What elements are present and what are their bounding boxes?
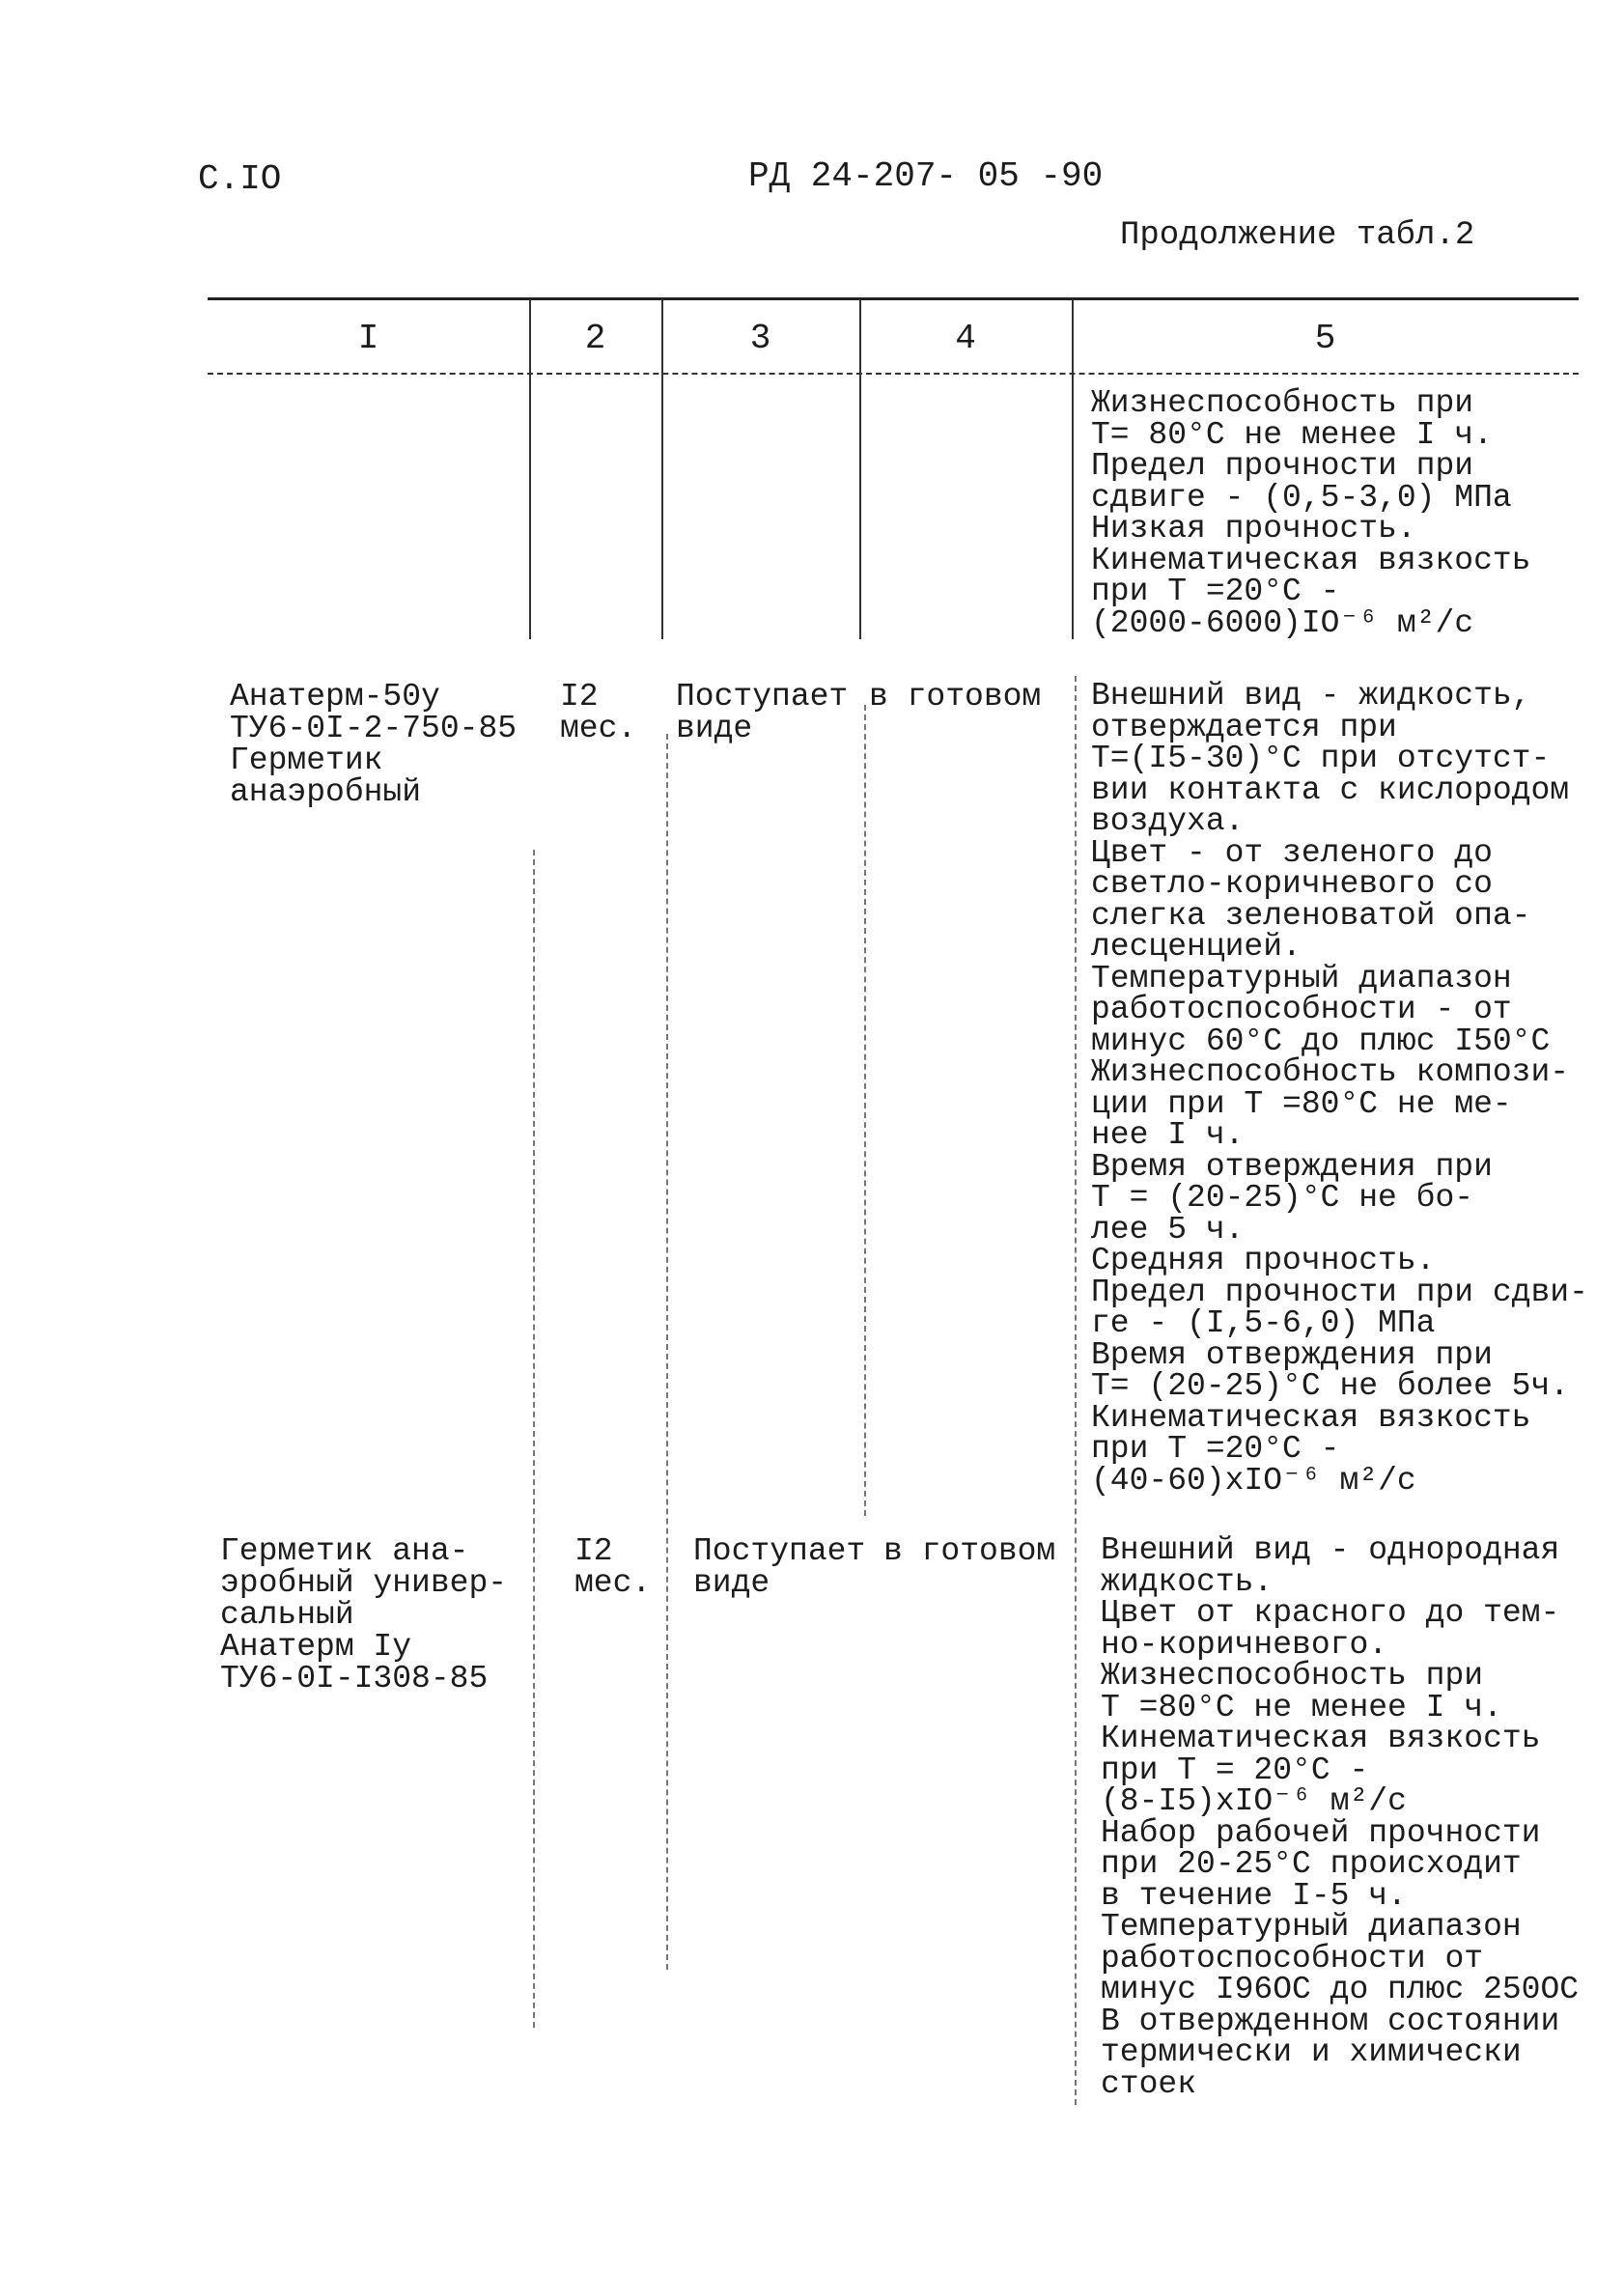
- row-2-material-name: Анатерм-50у ТУ6-0I-2-750-85 Герметик анаэробный: [230, 679, 518, 810]
- row-3-material-name: Герметик ана- эробный универ- сальный Анатерм Iу ТУ6-0I-I308-85: [220, 1533, 508, 1696]
- row-1-properties: Жизнеспособность при Т= 80°С не менее I ч. Предел прочности при сдвиге - (0,5-3,0) МПа Низкая прочность. Кинематическая вязкость при Т =20°С - (2000-6000)IO⁻⁶ м²/с: [1091, 385, 1531, 641]
- row-3-supply-form-cont: в готовом: [883, 1533, 1056, 1569]
- table-continuation-label: Продолжение табл.2: [1120, 217, 1475, 254]
- column-divider-3-dashed: [864, 705, 866, 1516]
- row-2-supply-form-cont: в готовом: [869, 679, 1042, 715]
- column-divider-2-dashed: [666, 734, 668, 1970]
- column-header-3: 3: [749, 319, 771, 358]
- column-header-1: I: [357, 319, 379, 358]
- column-divider-4-dashed: [1075, 676, 1077, 2105]
- row-2-supply-form: Поступает виде: [676, 679, 849, 746]
- table-header-rule: [208, 373, 1579, 375]
- column-header-5: 5: [1314, 319, 1336, 358]
- column-header-2: 2: [584, 319, 606, 358]
- row-2-storage-period: I2 мес.: [560, 679, 637, 746]
- document-code: РД 24-207- 05 -90: [748, 156, 1104, 196]
- row-3-supply-form: Поступает виде: [693, 1533, 866, 1601]
- page-number: С.IO: [198, 159, 282, 199]
- row-3-storage-period: I2 мес.: [574, 1533, 652, 1601]
- table-top-rule: [208, 297, 1579, 300]
- row-2-properties: Внешний вид - жидкость, отверждается при Т=(I5-30)°С при отсутст- вии контакта с кислородом воздуха. Цвет - от зеленого до светло-коричневого со слегка зеленоватой опа- лесценцией. Температурный диапазон работоспособности - от минус 60°С до плюс I50°С Жизнеспособность компози- ции при Т =80°С не ме- нее I ч. Время отверждения при Т = (20-25)°С не бо- лее 5 ч. Средняя прочность. Предел прочности при сдви- ге - (I,5-6,0) МПа Время отверждения при Т= (20-25)°С не более 5ч. Кинематическая вязкость при Т =20°С - (40-60)хIO⁻⁶ м²/с: [1091, 678, 1588, 1499]
- column-divider-1-dashed: [533, 850, 535, 2028]
- row-3-properties: Внешний вид - однородная жидкость. Цвет от красного до тем- но-коричневого. Жизнеспособность при Т =80°С не менее I ч. Кинематическая вязкость при Т = 20°С - (8-I5)хIO⁻⁶ м²/с Набор рабочей прочности при 20-25°С происходит в течение I-5 ч. Температурный диапазон работоспособности от минус I96ОС до плюс 250ОС В отвержденном состоянии термически и химически стоек: [1101, 1532, 1580, 2102]
- column-header-4: 4: [955, 319, 976, 358]
